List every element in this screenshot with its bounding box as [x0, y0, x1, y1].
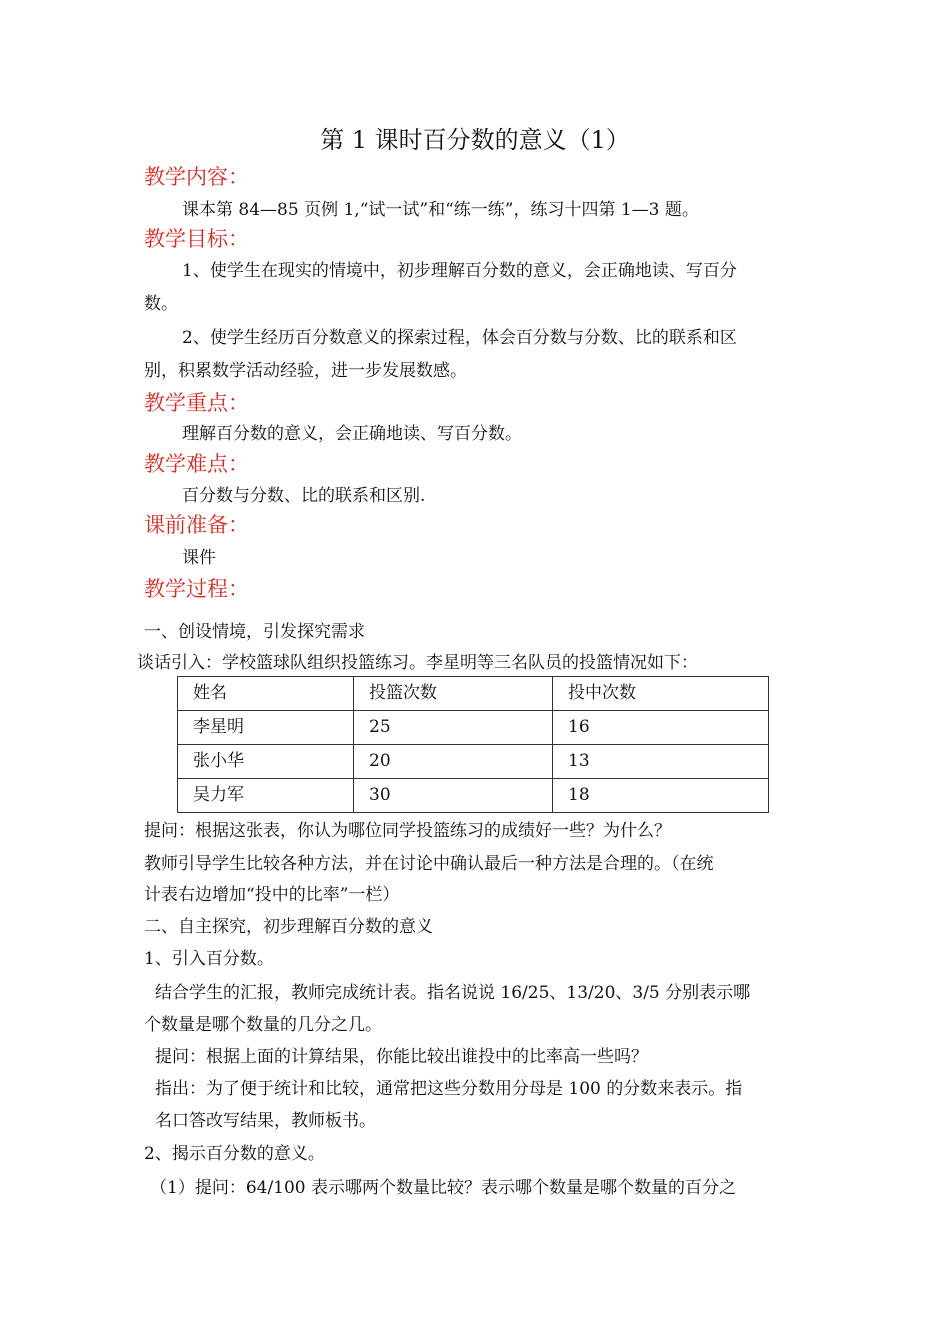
heading-goals: 教学目标：: [144, 227, 249, 251]
table-row: [178, 711, 769, 745]
table-row: [178, 745, 769, 779]
table-cell: 13: [553, 745, 769, 779]
table-cell: 16: [553, 711, 769, 745]
heading-key-points: 教学重点：: [144, 391, 249, 415]
goal-1-line-1: 1、使学生在现实的情境中，初步理解百分数的意义，会正确地读、写百分: [182, 261, 737, 281]
table-header-cell: 投篮次数: [354, 677, 553, 711]
heading-content: 教学内容：: [144, 165, 249, 189]
key-points-text: 理解百分数的意义，会正确地读、写百分数。: [182, 424, 522, 444]
table-row: [178, 779, 769, 813]
intro-text: 谈话引入：学校篮球队组织投篮练习。李星明等三名队员的投篮情况如下：: [137, 653, 698, 673]
table-cell: 30: [354, 779, 553, 813]
point-line-1: 指出：为了便于统计和比较，通常把这些分数用分母是 100 的分数来表示。指: [155, 1079, 743, 1099]
guide-line-2: 计表右边增加“投中的比率”一栏）: [144, 885, 400, 905]
step-2-title: 二、自主探究，初步理解百分数的意义: [144, 917, 433, 937]
goal-1-line-2: 数。: [144, 294, 178, 314]
table-cell: 张小华: [178, 745, 354, 779]
question-3: （1）提问：64/100 表示哪两个数量比较？表示哪个数量是哪个数量的百分之: [150, 1178, 737, 1198]
content-text: 课本第 84—85 页例 1,“试一试”和“练一练”，练习十四第 1—3 题。: [182, 200, 699, 220]
table-header-row: [178, 677, 769, 711]
table-header-cell: 投中次数: [553, 677, 769, 711]
sub-step-2: 2、揭示百分数的意义。: [144, 1144, 325, 1164]
question-2: 提问：根据上面的计算结果，你能比较出谁投中的比率高一些吗？: [155, 1047, 648, 1067]
point-line-2: 名口答改写结果，教师板书。: [155, 1111, 376, 1131]
table-cell: 李星明: [178, 711, 354, 745]
report-line-1: 结合学生的汇报，教师完成统计表。指名说说 16/25、13/20、3/5 分别表示哪: [155, 983, 751, 1003]
heading-preparation: 课前准备：: [144, 513, 249, 537]
table-header-cell: 姓名: [178, 677, 354, 711]
guide-line-1: 教师引导学生比较各种方法，并在讨论中确认最后一种方法是合理的。（在统: [144, 854, 714, 874]
table-cell: 18: [553, 779, 769, 813]
shooting-table: [177, 676, 769, 813]
difficulties-text: 百分数与分数、比的联系和区别.: [182, 486, 426, 506]
table-cell: 20: [354, 745, 553, 779]
goal-2-line-1: 2、使学生经历百分数意义的探索过程，体会百分数与分数、比的联系和区: [182, 328, 737, 348]
page-title: 第 1 课时百分数的意义（1）: [320, 126, 630, 154]
heading-difficulties: 教学难点：: [144, 452, 249, 476]
preparation-text: 课件: [182, 548, 216, 568]
sub-step-1: 1、引入百分数。: [144, 949, 274, 969]
step-1-title: 一、创设情境，引发探究需求: [144, 622, 365, 642]
table-cell: 吴力军: [178, 779, 354, 813]
question-1: 提问：根据这张表，你认为哪位同学投篮练习的成绩好一些？为什么？: [144, 821, 671, 841]
report-line-2: 个数量是哪个数量的几分之几。: [144, 1015, 382, 1035]
goal-2-line-2: 别，积累数学活动经验，进一步发展数感。: [144, 361, 467, 381]
heading-process: 教学过程：: [144, 577, 249, 601]
table-cell: 25: [354, 711, 553, 745]
